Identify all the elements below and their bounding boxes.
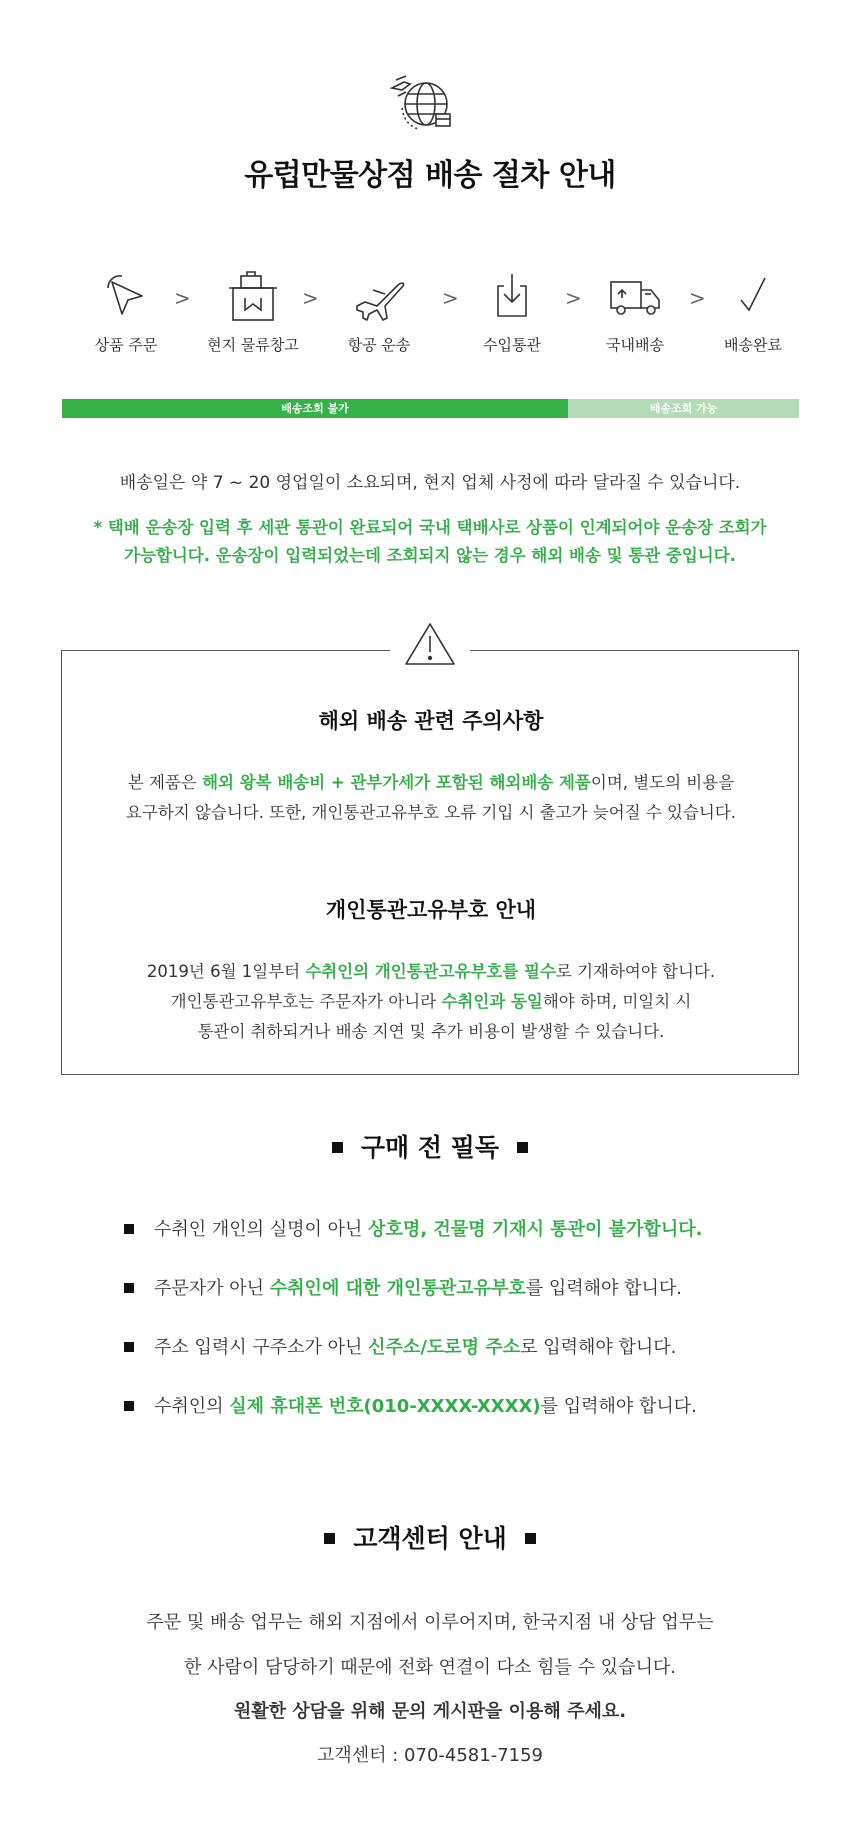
tracking-note-line: * 택배 운송장 입력 후 세관 통관이 완료되어 국내 택배사로 상품이 인계되어야 운송장 조회가 [93, 518, 767, 537]
notice-box [61, 650, 799, 1075]
text-segment: 이며, 별도의 비용을 [590, 773, 735, 792]
highlight-text: 수취인과 동일 [441, 992, 543, 1011]
must-read-title-text: 구매 전 필독 [360, 1133, 500, 1162]
tracking-note-line: 가능합니다. 운송장이 입력되었는데 조회되지 않는 경우 해외 배송 및 통관 중입니다. [124, 546, 736, 565]
step-arrow: > [174, 286, 191, 310]
text-segment: 2019년 6월 1일부터 [146, 962, 306, 981]
import-down-arrow-icon [484, 268, 540, 324]
text-segment: 수취인의 [154, 1396, 230, 1417]
list-item [120, 1392, 800, 1451]
step-label: 현지 물류창고 [207, 336, 299, 354]
step-customs [452, 268, 572, 355]
highlight-text: 실제 휴대폰 번호(010-XXXX-XXXX) [229, 1396, 541, 1417]
text-segment: 통관이 취하되거나 배송 지연 및 추가 비용이 발생할 수 있습니다. [197, 1022, 665, 1041]
text-segment: 요구하지 않습니다. 또한, 개인통관고유부호 오류 기입 시 출고가 늦어질 수 있습니다. [125, 803, 737, 822]
square-bullet-icon [124, 1342, 134, 1352]
text-segment: 로 입력해야 합니다. [520, 1337, 677, 1358]
square-bullet-icon [517, 1142, 528, 1153]
step-label: 국내배송 [606, 336, 664, 354]
customer-center-line: 주문 및 배송 업무는 해외 지점에서 이루어지며, 한국지점 내 상담 업무는 [146, 1612, 714, 1633]
text-segment: 수취인 개인의 실명이 아닌 [154, 1219, 369, 1240]
page-title: 유럽만물상점 배송 절차 안내 [244, 158, 616, 193]
text-segment: 해야 하며, 미일치 시 [542, 992, 692, 1011]
text-segment: 를 입력해야 합니다. [540, 1396, 697, 1417]
list-item [120, 1274, 800, 1333]
square-bullet-icon [124, 1401, 134, 1411]
warning-triangle-icon [390, 618, 470, 674]
step-arrow: > [689, 286, 706, 310]
highlight-text: 수취인에 대한 개인통관고유부호 [269, 1278, 526, 1299]
step-air [319, 268, 439, 355]
checkmark-icon [725, 268, 781, 324]
highlight-text: 상호명, 건물명 기재시 통관이 불가합니다. [368, 1219, 703, 1240]
customer-center-highlight: 원활한 상담을 위해 문의 게시판을 이용해 주세요. [233, 1701, 627, 1722]
step-arrow: > [442, 286, 459, 310]
customer-center-phone: 고객센터 : 070-4581-7159 [316, 1745, 544, 1766]
square-bullet-icon [124, 1224, 134, 1234]
text-segment: 본 제품은 [127, 773, 203, 792]
overseas-notice-title: 해외 배송 관련 주의사항 [318, 709, 544, 733]
text-segment: 주소 입력시 구주소가 아닌 [154, 1337, 369, 1358]
cursor-click-icon [98, 268, 154, 324]
tracking-note [60, 514, 800, 570]
step-order [66, 268, 186, 355]
step-label: 상품 주문 [94, 336, 158, 354]
text-segment: 를 입력해야 합니다. [525, 1278, 683, 1299]
text-segment: 개인통관고유부호는 주문자가 아니라 [170, 992, 442, 1011]
step-domestic [575, 268, 695, 355]
square-bullet-icon [332, 1142, 343, 1153]
step-label: 배송완료 [724, 336, 782, 354]
square-bullet-icon [124, 1283, 134, 1293]
customs-code-text [82, 957, 780, 1047]
tracking-availability-bar [62, 399, 799, 418]
delivery-duration-note: 배송일은 약 7 ~ 20 영업일이 소요되며, 현지 업체 사정에 따라 달라질 수 있습니다. [119, 473, 741, 493]
delivery-truck-icon [607, 268, 663, 324]
delivery-steps [62, 268, 798, 368]
warehouse-box-icon [225, 268, 281, 324]
airplane-icon [351, 268, 407, 324]
step-warehouse [193, 268, 313, 355]
step-arrow: > [565, 286, 582, 310]
highlight-text: 신주소/도로명 주소 [368, 1337, 521, 1358]
step-complete [693, 268, 813, 355]
highlight-text: 수취인의 개인통관고유부호를 필수 [305, 962, 556, 981]
list-item [120, 1215, 800, 1274]
globe-airplane-package-icon [388, 74, 460, 134]
must-read-title [0, 1128, 860, 1164]
step-label: 수입통관 [483, 336, 541, 354]
highlight-text: 해외 왕복 배송비 + 관부가세가 포함된 해외배송 제품 [202, 773, 591, 792]
square-bullet-icon [525, 1533, 536, 1544]
text-segment: 주문자가 아닌 [154, 1278, 270, 1299]
customer-center-line: 한 사람이 담당하기 때문에 전화 연결이 다소 힘들 수 있습니다. [184, 1657, 676, 1678]
tracking-unavailable-segment: 배송조회 불가 [62, 399, 568, 418]
customer-center-title-text: 고객센터 안내 [353, 1524, 507, 1553]
customer-center-title [0, 1519, 860, 1555]
must-read-list [120, 1215, 800, 1451]
step-label: 항공 운송 [347, 336, 411, 354]
square-bullet-icon [324, 1533, 335, 1544]
customs-code-title: 개인통관고유부호 안내 [325, 898, 537, 922]
overseas-notice-text [82, 768, 780, 828]
tracking-available-segment: 배송조회 가능 [568, 399, 799, 418]
step-arrow: > [302, 286, 319, 310]
list-item [120, 1333, 800, 1392]
text-segment: 로 기재하여야 합니다. [555, 962, 716, 981]
